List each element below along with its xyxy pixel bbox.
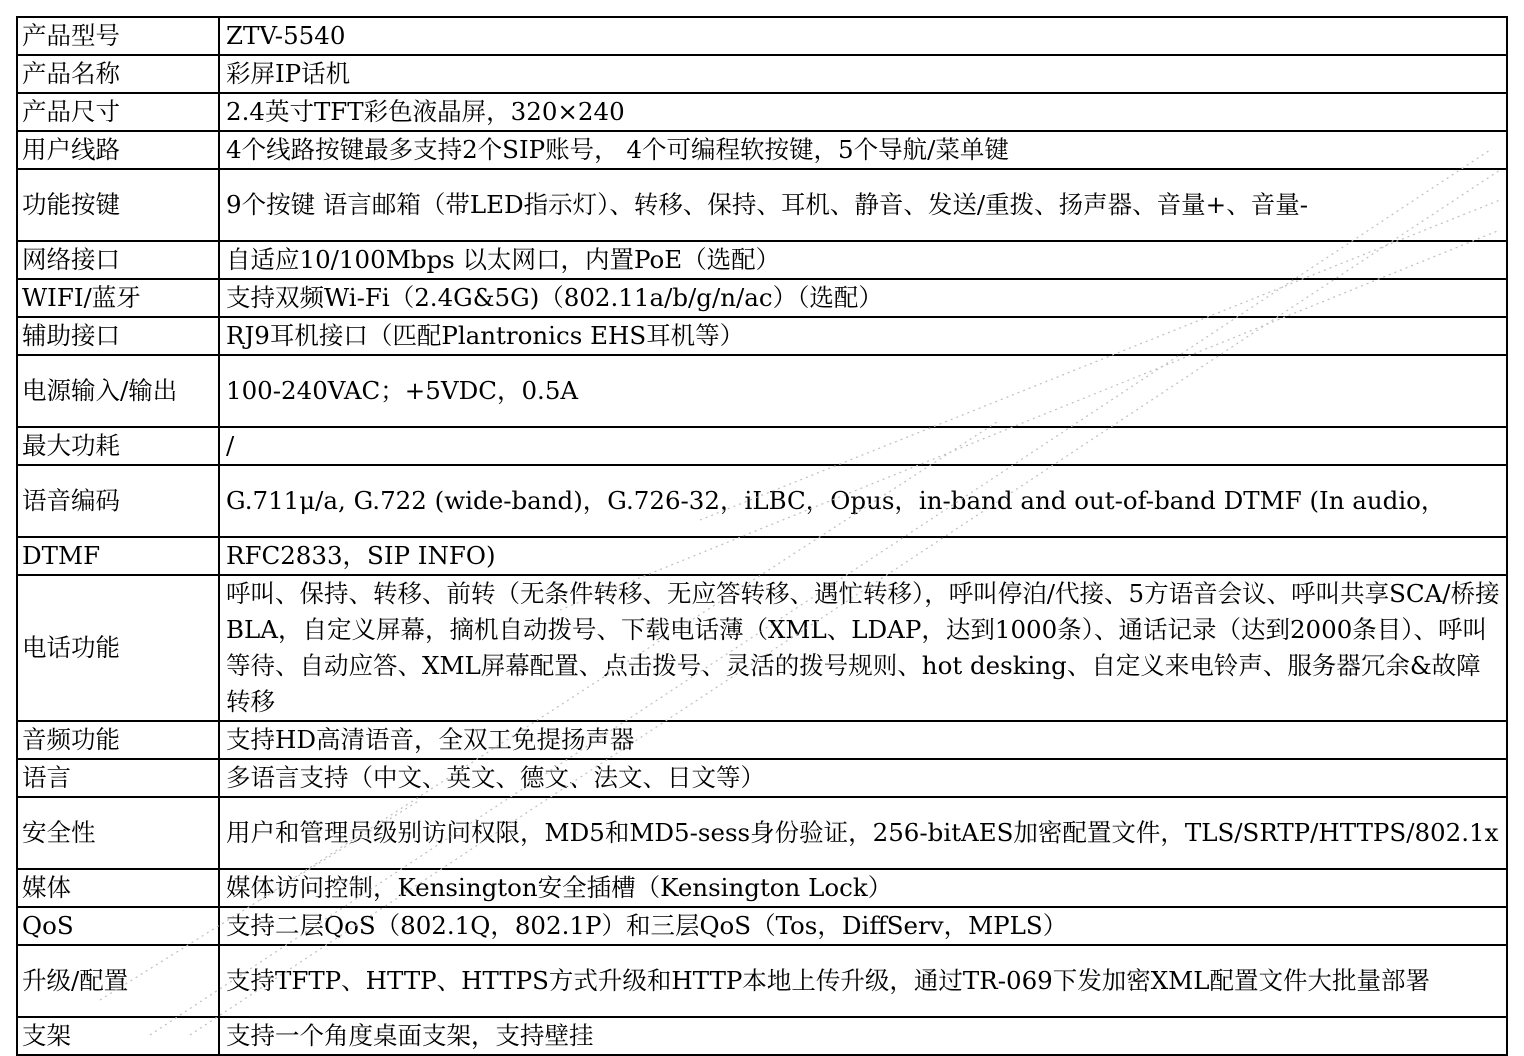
- table-row: [17, 93, 1507, 131]
- row-value: 支持二层QoS（802.1Q，802.1P）和三层QoS（Tos，DiffServ，MPLS）: [219, 907, 1507, 945]
- row-label: 产品尺寸: [17, 93, 219, 131]
- row-label: 用户线路: [17, 131, 219, 169]
- row-label: 电源输入/输出: [17, 355, 219, 427]
- row-value: 4个线路按键最多支持2个SIP账号， 4个可编程软按键，5个导航/菜单键: [219, 131, 1507, 169]
- row-label: WIFI/蓝牙: [17, 279, 219, 317]
- row-label: 安全性: [17, 797, 219, 869]
- table-row: [17, 241, 1507, 279]
- row-value: 9个按键 语言邮箱（带LED指示灯）、转移、保持、耳机、静音、发送/重拨、扬声器、音量+、音量-: [219, 169, 1507, 241]
- table-row: [17, 465, 1507, 537]
- table-row: [17, 759, 1507, 797]
- row-label: 支架: [17, 1017, 219, 1055]
- row-value: 支持一个角度桌面支架，支持壁挂: [219, 1017, 1507, 1055]
- row-value: /: [219, 427, 1507, 465]
- table-row: [17, 55, 1507, 93]
- row-value: 支持HD高清语音，全双工免提扬声器: [219, 721, 1507, 759]
- row-label: 网络接口: [17, 241, 219, 279]
- row-label: 产品名称: [17, 55, 219, 93]
- row-label: 语言: [17, 759, 219, 797]
- table-row: [17, 131, 1507, 169]
- row-value: 呼叫、保持、转移、前转（无条件转移、无应答转移、遇忙转移），呼叫停泊/代接、5方语音会议、呼叫共享SCA/桥接BLA，自定义屏幕，摘机自动拨号、下载电话薄（XML、LDAP，达到1000条）、通话记录（达到2000条目）、呼叫等待、自动应答、XML屏幕配置、点击拨号、灵活的拨号规则、hot desking、自定义来电铃声、服务器冗余&故障转移: [219, 575, 1507, 721]
- table-row: [17, 17, 1507, 55]
- spec-table: [16, 16, 1508, 1056]
- row-value: 100-240VAC；+5VDC，0.5A: [219, 355, 1507, 427]
- table-row: [17, 797, 1507, 869]
- row-value: G.711μ/a, G.722 (wide-band)，G.726-32，iLBC，Opus，in-band and out-of-band DTMF (In audio，: [219, 465, 1507, 537]
- table-row: [17, 279, 1507, 317]
- row-label: 电话功能: [17, 575, 219, 721]
- row-value: 多语言支持（中文、英文、德文、法文、日文等）: [219, 759, 1507, 797]
- row-label: 语音编码: [17, 465, 219, 537]
- table-row: [17, 317, 1507, 355]
- row-value: ZTV-5540: [219, 17, 1507, 55]
- row-label: QoS: [17, 907, 219, 945]
- table-row: [17, 355, 1507, 427]
- table-row: [17, 1017, 1507, 1055]
- row-value: 用户和管理员级别访问权限，MD5和MD5-sess身份验证，256-bitAES加密配置文件，TLS/SRTP/HTTPS/802.1x: [219, 797, 1507, 869]
- table-row: [17, 869, 1507, 907]
- row-label: 升级/配置: [17, 945, 219, 1017]
- row-value: RJ9耳机接口（匹配Plantronics EHS耳机等）: [219, 317, 1507, 355]
- row-label: 媒体: [17, 869, 219, 907]
- row-label: 辅助接口: [17, 317, 219, 355]
- row-value: RFC2833，SIP INFO): [219, 537, 1507, 575]
- row-label: 音频功能: [17, 721, 219, 759]
- table-row: [17, 427, 1507, 465]
- table-row: [17, 721, 1507, 759]
- row-value: 媒体访问控制，Kensington安全插槽（Kensington Lock）: [219, 869, 1507, 907]
- row-label: 功能按键: [17, 169, 219, 241]
- table-row: [17, 907, 1507, 945]
- row-value: 支持TFTP、HTTP、HTTPS方式升级和HTTP本地上传升级，通过TR-069下发加密XML配置文件大批量部署: [219, 945, 1507, 1017]
- row-value: 彩屏IP话机: [219, 55, 1507, 93]
- row-label: 产品型号: [17, 17, 219, 55]
- row-value: 支持双频Wi-Fi（2.4G&5G)（802.11a/b/g/n/ac）（选配）: [219, 279, 1507, 317]
- table-row: [17, 537, 1507, 575]
- row-label: 最大功耗: [17, 427, 219, 465]
- row-label: DTMF: [17, 537, 219, 575]
- row-value: 2.4英寸TFT彩色液晶屏，320×240: [219, 93, 1507, 131]
- table-row: [17, 575, 1507, 721]
- row-value: 自适应10/100Mbps 以太网口，内置PoE（选配）: [219, 241, 1507, 279]
- table-row: [17, 945, 1507, 1017]
- table-row: [17, 169, 1507, 241]
